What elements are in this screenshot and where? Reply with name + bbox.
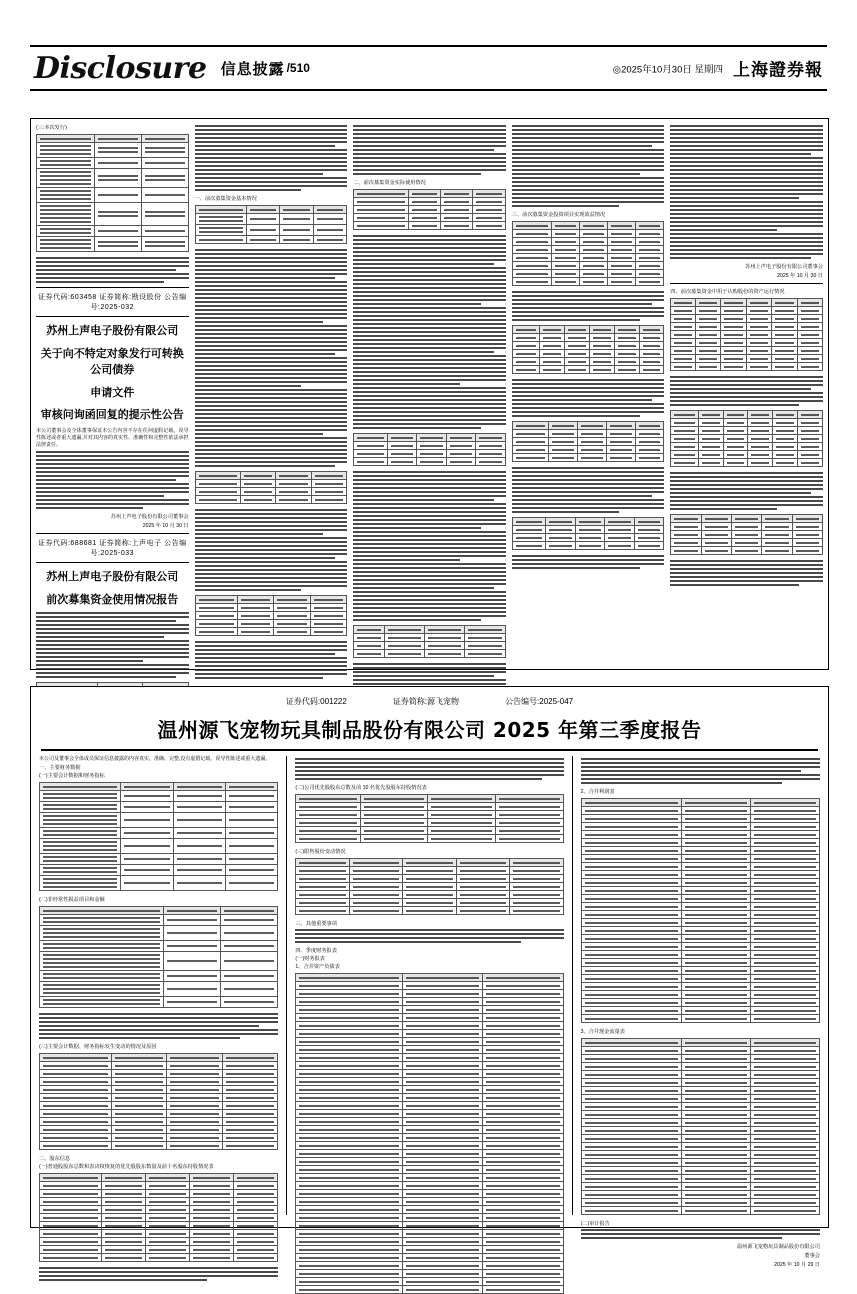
col1-divider-4 [36,562,189,563]
security-code: 证券代码:001222 [285,697,347,706]
col4-heading: 三、前次募集资金投资项目实现效益情况 [511,212,606,218]
col1-announcement-1-title-2: 关于向不特定对象发行可转换公司债券 [40,347,184,376]
col1-announcement-2-title-1: 苏州上声电子股份有限公司 [46,571,179,584]
col2-heading: 一、前次募集资金基本情况 [194,196,257,202]
article-section-1-3: (三)主要会计数据、财务指标发生变动的情况及原因 [39,1044,157,1051]
consolidated-balance-sheet-table [295,973,563,1294]
top-shareholders-table [39,1173,278,1262]
article-section-4-2: (二)审计报告 [580,1221,610,1227]
col5-table-b [670,410,823,467]
article-section-4-1-2: 2、合并利润表 [580,789,615,795]
col4-para-5 [512,555,665,569]
col3-para-3 [353,471,506,621]
col3-heading: 二、前次募集资金实际使用情况 [353,180,426,186]
article-section-3: 三、其他重要事项 [295,921,337,927]
col4-para-2 [512,291,665,321]
masthead-section-number: /510 [286,61,310,75]
article-section-4: 四、季度财务报表 [295,948,337,954]
col5-table-c [670,514,823,555]
article-header [31,687,828,743]
article-section-2-1: (一)普通股股东总数和表决权恢复的优先股股东数量及前十名股东持股情况表 [39,1164,214,1171]
masthead-logo: Disclosure [34,50,207,86]
col4-table-c [512,421,665,462]
masthead-right [613,56,823,81]
col4-para-3 [512,379,665,417]
article-col2-para-1 [295,758,563,780]
top-column-5 [670,123,823,665]
masthead-date: ◎2025年10月30日 星期四 [612,64,723,75]
col2-table-c [195,595,348,636]
article-divider-2 [572,756,573,1215]
col2-table-a [195,205,348,244]
col4-para-4 [512,467,665,513]
masthead-paper-name: 上海證券報 [733,60,823,81]
col5-para-1 [670,125,823,259]
col3-table-b [353,433,506,466]
article-section-2-3: (三)限售股份变动情况 [295,849,346,855]
changes-reason-table [39,1053,278,1150]
col5-para-4 [670,560,823,586]
article-column-3 [580,756,820,1268]
article-code-line [41,696,818,707]
top-column-1 [36,123,189,665]
article-signature-2: 董事会 [804,1253,820,1259]
article-section-4-1-3: 3、合并现金流量表 [580,1029,625,1035]
col5-para-3 [670,472,823,510]
top-column-4 [512,123,665,665]
article-signature-1: 温州源飞宠物玩具制品股份有限公司 [736,1244,820,1250]
top-disclosure-section [30,118,829,670]
top-column-3 [353,123,506,665]
top-column-2 [195,123,348,665]
col1-divider-1 [36,287,189,288]
article-column-2 [295,756,563,1215]
col1-announcement-2-code: 证券代码:688681 证券简称:上声电子 公告编号:2025-033 [37,540,187,558]
article-col2-para-2 [295,929,563,943]
col5-heading: 四、前次募集资金中用于认购股份的资产运行情况 [670,289,785,295]
col1-announcement-1-code: 证券代码:603458 证券简称:勘设股份 公告编号:2025-032 [37,294,187,311]
quarterly-report-article [30,686,829,1268]
restricted-shares-table [295,858,563,915]
col1-divider-3 [36,533,189,534]
col1-table-a [36,134,189,252]
article-section-1: 一、主要财务数据 [39,765,81,772]
col4-table-b [512,325,665,374]
masthead [30,45,827,91]
col1-announcement-1-title-3: 申请文件 [90,386,135,399]
article-notice: 本公司及董事会全体成员保证信息披露的内容真实、准确、完整,没有虚假记载、误导性陈述或重大遗漏。 [39,756,271,762]
col1-announcement-1-title-4: 审核问询函回复的提示性公告 [40,409,184,421]
col3-para-1 [353,125,506,175]
col3-para-2 [353,235,506,429]
article-column-1 [39,756,278,1215]
col2-para-4 [195,641,348,679]
article-section-4-1-1: 1、合并资产负债表 [295,964,340,970]
security-abbr: 证券简称:源飞宠物 [392,697,460,706]
col5-signature-date: 2025 年 10 月 30 日 [777,273,823,279]
article-section-2-2: (二)公司优先股股东总数及前 10 名优先股股东持股情况表 [295,785,427,791]
col1-divider-2 [36,316,189,317]
preferred-shareholders-table [295,794,563,843]
col5-para-2 [670,376,823,406]
col1-announcement-2-title-2: 前次募集资金使用情况报告 [46,593,179,606]
col5-table-a [670,298,823,371]
article-divider-1 [286,756,287,1215]
col3-table-a [353,189,506,230]
col5-signature: 苏州上声电子股份有限公司董事会 [745,264,823,270]
col1-para-2 [36,451,189,509]
col4-table-a [512,221,665,286]
col2-table-b [195,471,348,504]
nonrecurring-items-table [39,906,278,1008]
consolidated-cashflow-table [581,1038,820,1215]
announcement-number: 公告编号:2025-047 [505,697,574,706]
article-col3-para-1 [581,758,820,784]
col1-signature-date-1: 2025 年 10 月 30 日 [142,523,189,530]
col2-para-3 [195,509,348,591]
col1-announcement-1-disclaimer: 本公司董事会及全体董事保证本公告内容不存在任何虚假记载、误导性陈述或者重大遗漏,并对其内容的真实性、准确性和完整性依法承担法律责任。 [36,427,189,448]
col1-para-3 [36,612,189,678]
article-title: 温州源飞宠物玩具制品股份有限公司 2025 年第三季度报告 [157,718,702,742]
col1-note: (三:本次发行) [36,125,67,131]
main-financial-indicators-table [39,782,278,891]
masthead-logo-cn: 信息披露 [220,60,285,78]
article-section-1-2: (二)非经常性损益项目和金额 [39,897,105,904]
article-section-2: 二、股东信息 [39,1156,71,1163]
article-columns [31,751,828,1268]
article-signature-3: 2025 年 10 月 29 日 [774,1262,820,1268]
consolidated-income-statement-table [581,798,820,1023]
col4-para-1 [512,125,665,207]
article-col1-para-1 [39,1013,278,1039]
article-col1-para-2 [39,1267,278,1281]
col2-para-1 [195,125,348,191]
col5-divider-1 [670,283,823,284]
col1-signature-1: 苏州上声电子股份有限公司董事会 [110,514,189,521]
col2-para-2 [195,249,348,467]
col3-table-c [353,625,506,658]
article-section-1-1: (一)主要会计数据和财务指标 [39,773,105,780]
col1-announcement-1-title-1: 苏州上声电子股份有限公司 [46,325,179,337]
article-section-4-1: (一)财务报表 [295,956,325,962]
article-col3-para-2 [581,1229,820,1239]
col1-para-1 [36,257,189,283]
col4-table-d [512,517,665,550]
